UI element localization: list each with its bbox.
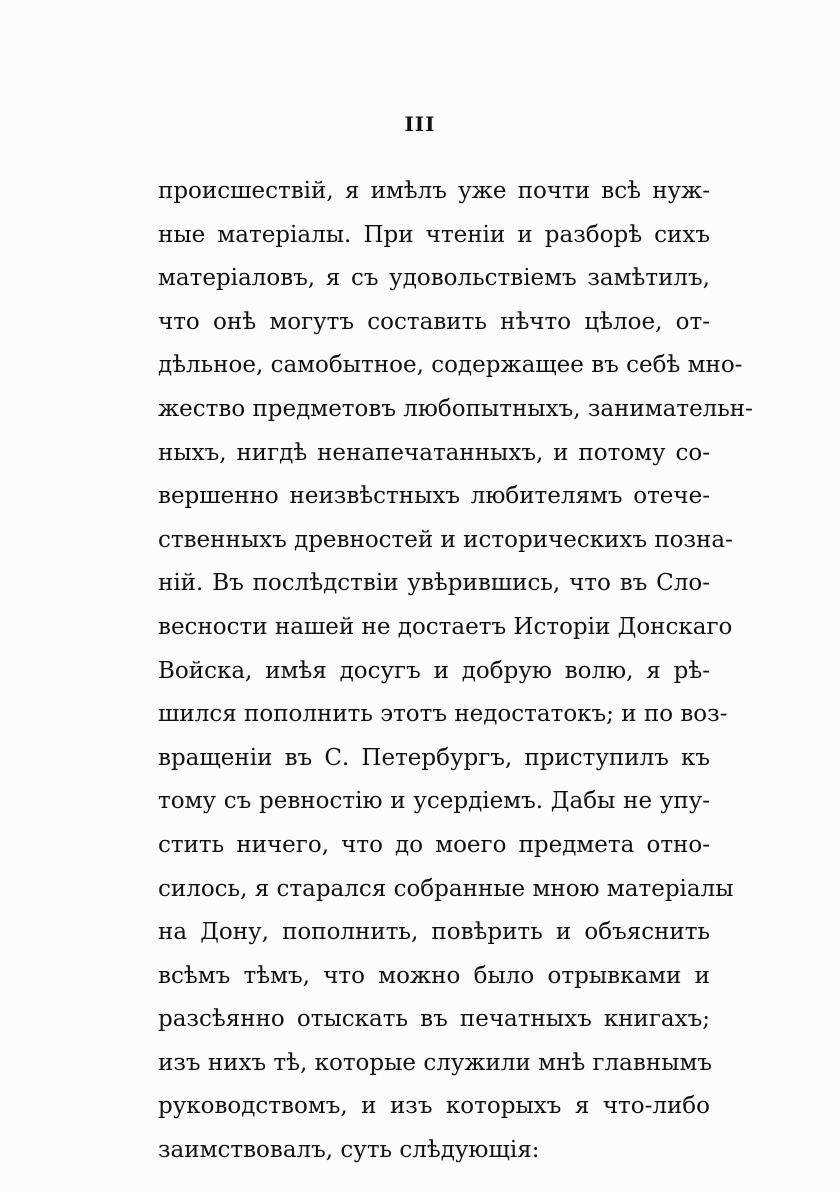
page-number: III <box>404 112 436 136</box>
text-line: что онѣ могутъ составить нѣчто цѣлое, от- <box>158 308 710 335</box>
text-line: стить ничего, что до моего предмета отно- <box>158 831 710 858</box>
text-line: на Дону, пополнить, повѣрить и объяснить <box>158 919 710 946</box>
text-line: заимствовалъ, суть слѣдующія: <box>158 1137 540 1164</box>
text-line: разсѣянно отыскать въ печатныхъ книгахъ; <box>158 1006 710 1033</box>
text-line: ныхъ, нигдѣ ненапечатанныхъ, и потому со- <box>158 439 710 466</box>
text-line: изъ нихъ тѣ, которые служили мнѣ главнымъ <box>158 1049 712 1076</box>
text-line: вершенно неизвѣстныхъ любителямъ отече- <box>158 483 710 510</box>
text-line: весности нашей не достаетъ Исторіи Донскаго <box>158 613 733 640</box>
text-line: ственныхъ древностей и историческихъ позна- <box>158 526 733 553</box>
text-line: ные матеріалы. При чтеніи и разборѣ сихъ <box>158 221 710 248</box>
text-line: руководствомъ, и изъ которыхъ я что-либо <box>158 1093 710 1120</box>
text-line: матеріаловъ, я съ удовольствіемъ замѣтилъ, <box>158 265 710 292</box>
text-line: ній. Въ послѣдствіи увѣрившись, что въ Сло- <box>158 570 710 597</box>
text-line: Войска, имѣя досугъ и добрую волю, я рѣ- <box>158 657 710 684</box>
text-line: происшествій, я имѣлъ уже почти всѣ нуж- <box>158 178 710 204</box>
text-line: дѣльное, самобытное, содержащее въ себѣ мно- <box>158 352 743 379</box>
text-line: жество предметовъ любопытныхъ, занимательн- <box>158 395 753 422</box>
text-line: шился пополнить этотъ недостатокъ; и по воз- <box>158 701 728 728</box>
text-line: силось, я старался собранные мною матеріалы <box>158 875 734 902</box>
body-text <box>158 170 753 1173</box>
text-line: всѣмъ тѣмъ, что можно было отрывками и <box>158 962 710 989</box>
text-line: тому съ ревностію и усердіемъ. Дабы не упу- <box>158 788 710 815</box>
text-line: вращеніи въ С. Петербургъ, приступилъ къ <box>158 744 710 771</box>
